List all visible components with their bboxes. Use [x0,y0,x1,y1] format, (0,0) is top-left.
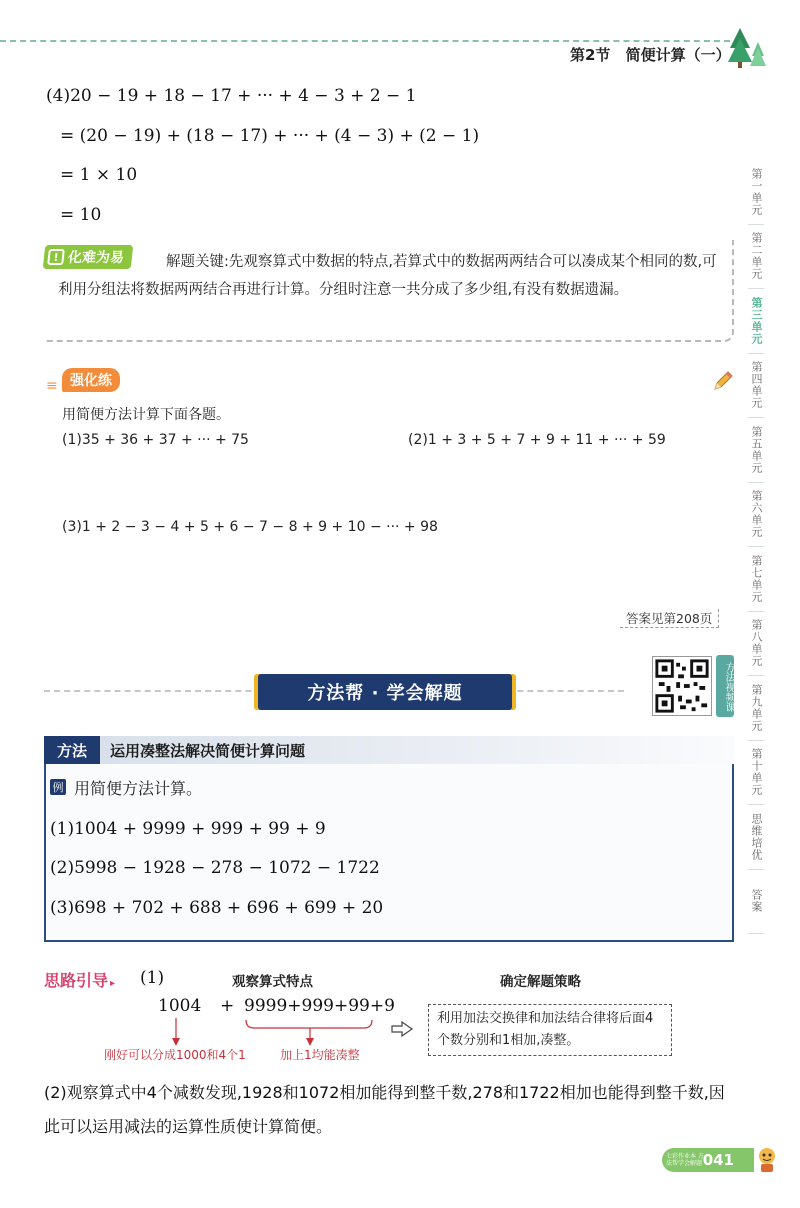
side-tab-11[interactable]: 思维培优 [748,805,764,870]
method-problem-3: (3)698 + 702 + 688 + 696 + 699 + 20 [50,898,384,918]
observe-label: 观察算式特点 [232,974,313,990]
pencil-icon [712,370,734,392]
worked-line-2: = (20 − 19) + (18 − 17) + ··· + (4 − 3) + (2 − 1) [60,126,480,146]
qr-code-icon[interactable] [652,656,712,716]
practice-question-1: (1)35 + 36 + 37 + ··· + 75 [62,432,249,448]
reasoning-number: (1) [140,968,165,988]
unit-side-tabs [748,160,790,934]
example-instruction: 用简便方法计算。 [74,779,203,798]
side-tab-5[interactable]: 第五单元 [748,418,764,483]
section-number: 第2节 [570,46,611,64]
observe-left-number: 1004 [158,996,202,1016]
exclamation-icon: ! [47,249,65,265]
worked-line-1: (4)20 − 19 + 18 − 17 + ··· + 4 − 3 + 2 − 1 [46,86,417,106]
observe-right-numbers: 9999+999+99+9 [244,996,395,1016]
page-tag-small-text: 七彩作业本 方法帮学会解题 [666,1153,704,1167]
method-problem-1: (1)1004 + 9999 + 999 + 99 + 9 [50,819,326,839]
reasoning-label [44,968,115,991]
practice-tag: 强化练 [62,368,120,392]
tree-icon [726,26,768,70]
side-tab-2[interactable]: 第二单元 [748,225,764,290]
side-tab-1[interactable]: 第一单元 [748,160,764,225]
practice-question-3: (3)1 + 2 − 3 − 4 + 5 + 6 − 7 − 8 + 9 + 10 − ··· + 98 [62,519,438,535]
side-tab-9[interactable]: 第九单元 [748,676,764,741]
right-arrow-icon [390,1020,414,1038]
page-number: 041 [702,1151,734,1169]
strategy-box: 利用加法交换律和加法结合律将后面4个数分别和1相加,凑整。 [428,1004,672,1056]
method-tag: 方法 [44,736,100,764]
side-tab-7[interactable]: 第七单元 [748,547,764,612]
tip-tag [43,245,134,269]
side-tab-3[interactable]: 第三单元 [748,289,764,354]
note-split: 刚好可以分成1000和4个1 [104,1048,246,1062]
triangle-icon: ▸ [110,978,116,989]
example-badge: 例 [50,779,66,795]
observe-plus: + [220,996,235,1016]
worked-line-4: = 10 [60,205,102,225]
method-problem-2: (2)5998 − 1928 − 278 − 1072 − 1722 [50,858,380,878]
worked-line-3: = 1 × 10 [60,165,138,185]
reasoning-paragraph: (2)观察算式中4个减数发现,1928和1072相加能得到整千数,278和1722相加也能得到整千数,因此可以运用减法的运算性质使计算简便。 [44,1083,725,1136]
side-tab-6[interactable]: 第六单元 [748,483,764,548]
observe-arrows [150,1016,390,1048]
video-lesson-label[interactable]: 方法视频课 [716,655,734,717]
side-tab-10[interactable]: 第十单元 [748,741,764,806]
tip-text: 解题关键:先观察算式中数据的特点,若算式中的数据两两结合可以凑成某个相同的数,可利用分组法将数据两两结合再进行计算。分组时注意一共分成了多少组,有没有数据遗漏。 [58,254,717,298]
side-tab-12[interactable]: 答案 [748,870,764,935]
mascot-icon [754,1144,780,1174]
note-round-up: 加上1均能凑整 [280,1048,360,1062]
side-tab-8[interactable]: 第八单元 [748,612,764,677]
method-banner: 方法帮 · 学会解题 [258,674,512,710]
practice-instruction: 用简便方法计算下面各题。 [62,407,230,423]
header-divider [0,40,730,42]
reasoning-label-text: 思路引导 [44,971,109,990]
strategy-label: 确定解题策略 [500,974,581,990]
running-header [570,44,741,65]
answer-reference: 答案见第208页 [620,609,719,628]
method-title: 运用凑整法解决简便计算问题 [110,742,306,760]
practice-marker-icon: ≡ [46,378,58,394]
tip-tag-label: 化难为易 [67,250,125,266]
side-tab-4[interactable]: 第四单元 [748,354,764,419]
section-title: 简便计算（一） [625,46,731,64]
practice-question-2: (2)1 + 3 + 5 + 7 + 9 + 11 + ··· + 59 [408,432,666,448]
